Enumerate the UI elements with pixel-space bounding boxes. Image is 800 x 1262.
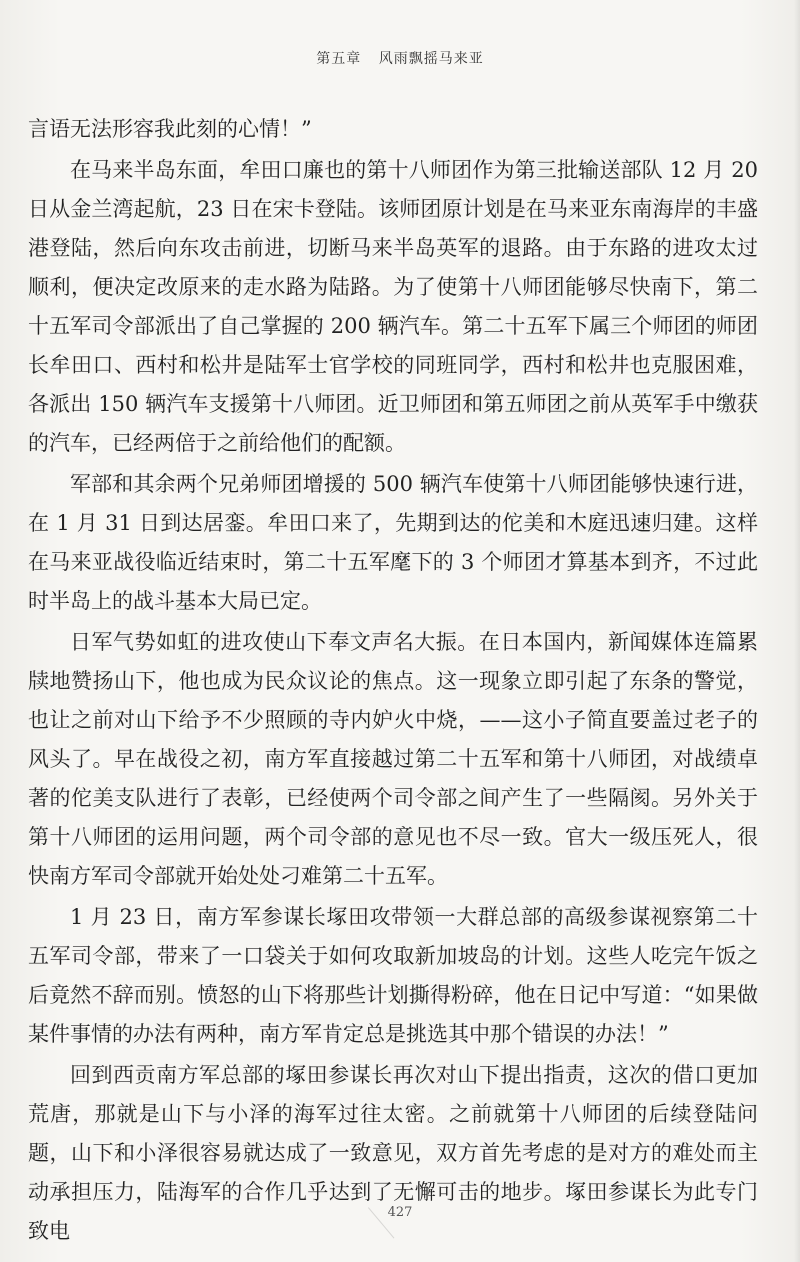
body-text (28, 110, 758, 1251)
paragraph: 日军气势如虹的进攻使山下奉文声名大振。在日本国内，新闻媒体连篇累牍地赞扬山下，他也成为民众议论的焦点。这一现象立即引起了东条的警觉，也让之前对山下给予不少照顾的寺内妒火中烧，——这小子简直要盖过老子的风头了。早在战役之初，南方军直接越过第二十五军和第十八师团，对战绩卓著的佗美支队进行了表彰，已经使两个司令部之间产生了一些隔阂。另外关于第十八师团的运用问题，两个司令部的意见也不尽一致。官大一级压死人，很快南方军司令部就开始处处刁难第二十五军。 (28, 630, 758, 888)
running-header (0, 48, 800, 68)
page-number: 427 (387, 1205, 413, 1220)
paragraph: 1 月 23 日，南方军参谋长塚田攻带领一大群总部的高级参谋视察第二十五军司令部，带来了一口袋关于如何攻取新加坡岛的计划。这些人吃完午饭之后竟然不辞而别。愤怒的山下将那些计划撕得粉碎，他在日记中写道：“如果做某件事情的办法有两种，南方军肯定总是挑选其中那个错误的办法！” (28, 905, 758, 1046)
chapter-title: 风雨飘摇马来亚 (378, 51, 484, 67)
paragraph: 回到西贡南方军总部的塚田参谋长再次对山下提出指责，这次的借口更加荒唐，那就是山下与小泽的海军过往太密。之前就第十八师团的后续登陆问题，山下和小泽很容易就达成了一致意见，双方首先考虑的是对方的难处而主动承担压力，陆海军的合作几乎达到了无懈可击的地步。塚田参谋长为此专门致电 (28, 1063, 758, 1243)
chapter-label: 第五章 (316, 51, 362, 67)
paragraph-continuation: 言语无法形容我此刻的心情！” (28, 117, 312, 141)
page-edge-shadow (794, 0, 800, 1262)
paragraph: 军部和其余两个兄弟师团增援的 500 辆汽车使第十八师团能够快速行进，在 1 月 31 日到达居銮。牟田口来了，先期到达的佗美和木庭迅速归建。这样在马来亚战役临近结束时，第二十五军麾下的 3 个师团才算基本到齐，不过此时半岛上的战斗基本大局已定。 (28, 472, 758, 613)
paragraph: 在马来半岛东面，牟田口廉也的第十八师团作为第三批输送部队 12 月 20 日从金兰湾起航，23 日在宋卡登陆。该师团原计划是在马来亚东南海岸的丰盛港登陆，然后向东攻击前进，切断马来半岛英军的退路。由于东路的进攻太过顺利，便决定改原来的走水路为陆路。为了使第十八师团能够尽快南下，第二十五军司令部派出了自己掌握的 200 辆汽车。第二十五军下属三个师团的师团长牟田口、西村和松井是陆军士官学校的同班同学，西村和松井也克服困难，各派出 150 辆汽车支援第十八师团。近卫师团和第五师团之前从英军手中缴获的汽车，已经两倍于之前给他们的配额。 (28, 158, 758, 455)
